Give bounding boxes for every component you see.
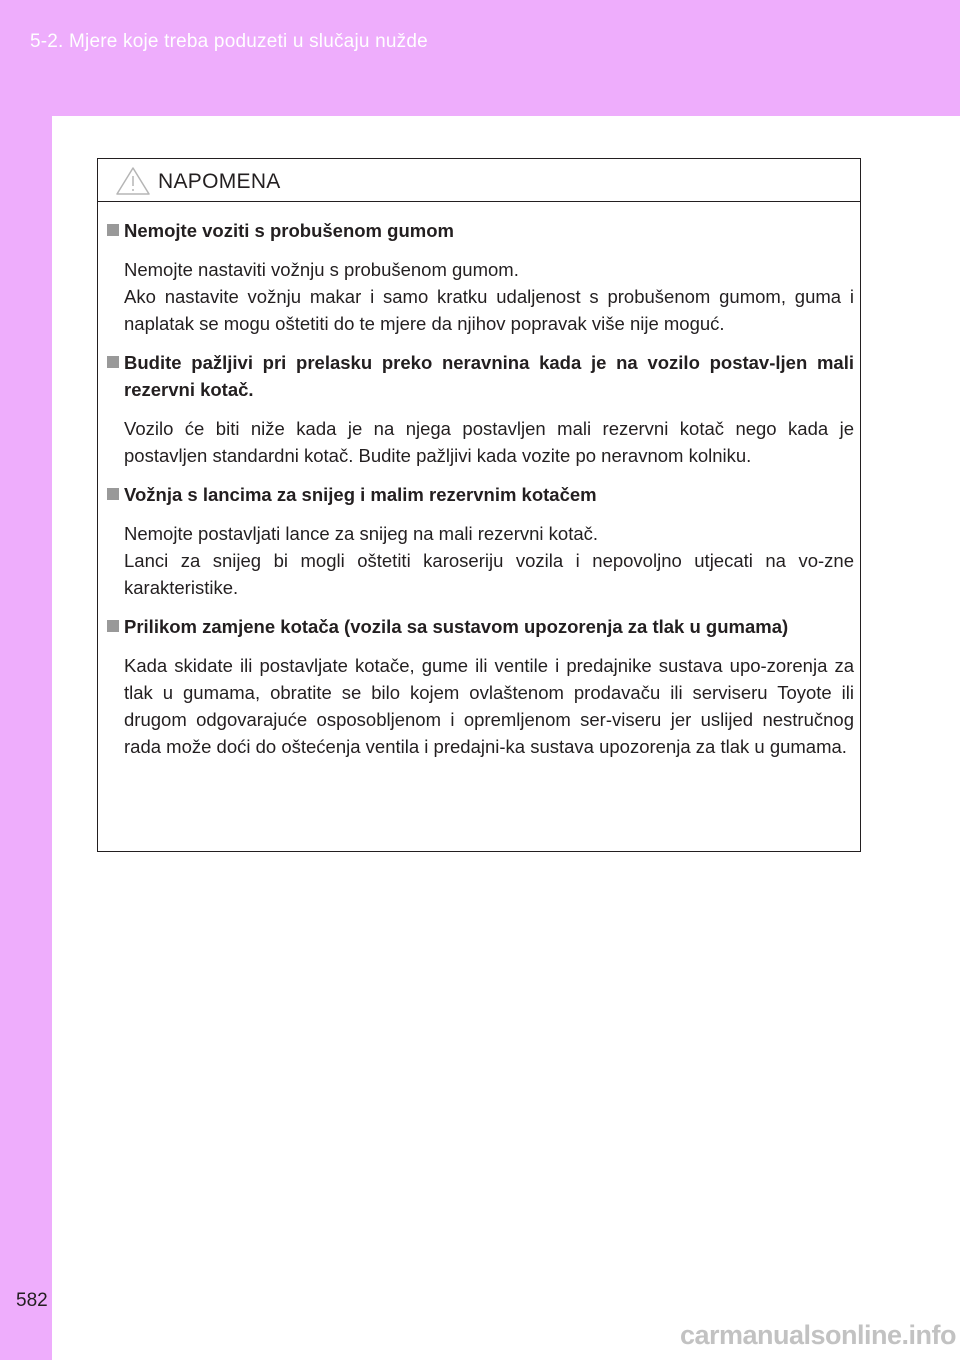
item-paragraph: Nemojte postavljati lance za snijeg na mali rezervni kotač. (124, 523, 599, 544)
item-paragraph: Lanci za snijeg bi mogli oštetiti karoseriju vozila i nepovoljno utjecati na vo-zne karakteristike. (124, 550, 854, 598)
side-band (0, 116, 52, 1360)
item-paragraph: Ako nastavite vožnju makar i samo kratku udaljenost s probušenom gumom, guma i naplatak se mogu oštetiti do te mjere da njihov popravak više nije moguć. (124, 286, 854, 334)
bullet-square-icon (107, 488, 119, 500)
item-paragraph: Nemojte nastaviti vožnju s probušenom gumom. (124, 259, 519, 280)
section-title: 5-2. Mjere koje treba poduzeti u slučaju nužde (30, 31, 428, 52)
bullet-square-icon (107, 620, 119, 632)
header-band (0, 0, 960, 116)
item-heading: Budite pažljivi pri prelasku preko neravnina kada je na vozilo postav-ljen mali rezervni kotač. (124, 352, 854, 400)
watermark-text: carmanualsonline.info (679, 1320, 956, 1350)
item-heading: Prilikom zamjene kotača (vozila sa sustavom upozorenja za tlak u gumama) (124, 616, 789, 637)
item-paragraph: Kada skidate ili postavljate kotače, gume ili ventile i predajnike sustava upo-zorenja za tlak u gumama, obratite se bilo kojem ovlaštenom prodavaču ili serviseru Toyote ili drugom odgovarajuće osposobljenom i opremljenom ser-viseru jer uslijed nestručnog rada može doći do oštećenja ventila i predajni-ka sustava upozorenja za tlak u gumama. (124, 655, 854, 757)
item-paragraph: Vozilo će biti niže kada je na njega postavljen mali rezervni kotač nego kada je postavljen standardni kotač. Budite pažljivi kada vozite po neravnom kolniku. (124, 418, 854, 466)
notice-box (97, 158, 861, 852)
page-number: 582 (16, 1290, 48, 1311)
bullet-square-icon (107, 356, 119, 368)
notice-header (98, 159, 860, 202)
warning-triangle-icon (115, 166, 151, 196)
notice-item (106, 481, 854, 601)
item-heading: Vožnja s lancima za snijeg i malim rezervnim kotačem (124, 484, 597, 505)
notice-title: NAPOMENA (158, 170, 281, 193)
notice-item (106, 217, 854, 337)
notice-item (106, 349, 854, 469)
item-text (124, 652, 854, 760)
item-text (124, 520, 854, 601)
notice-body (106, 217, 854, 760)
item-text (124, 256, 854, 337)
notice-item (106, 613, 854, 760)
item-text (124, 415, 854, 469)
item-heading: Nemojte voziti s probušenom gumom (124, 220, 454, 241)
bullet-square-icon (107, 224, 119, 236)
